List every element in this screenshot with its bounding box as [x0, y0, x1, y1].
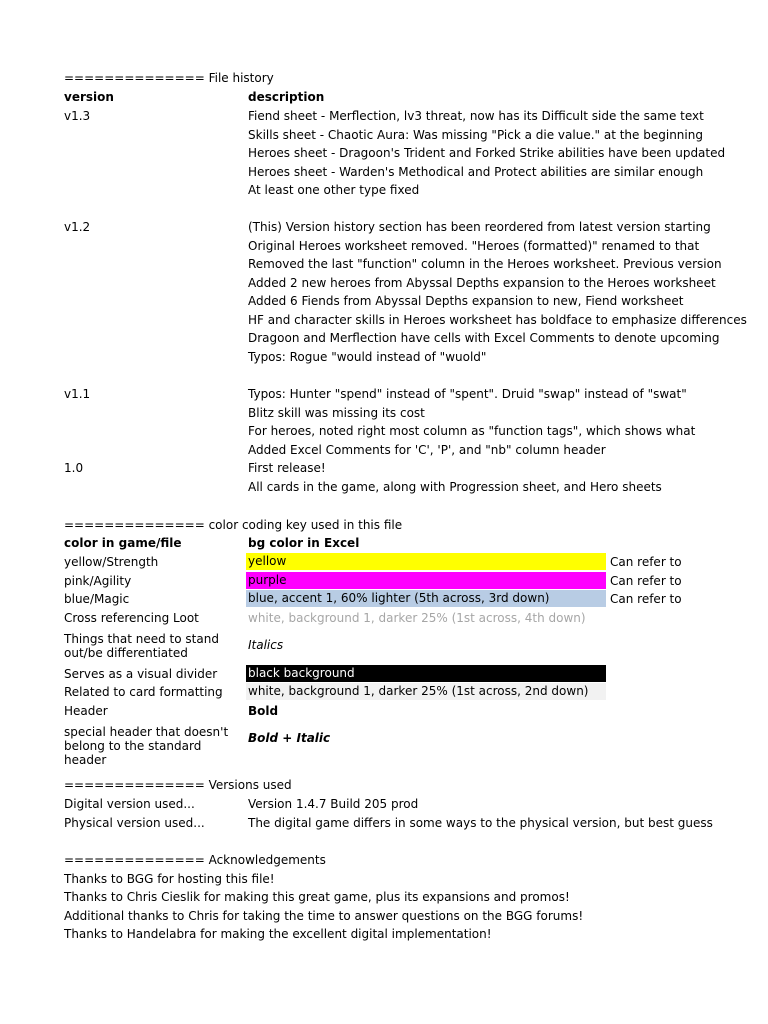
color-key-name: Serves as a visual divider	[64, 667, 218, 681]
history-line: Blitz skill was missing its cost	[248, 406, 425, 420]
swatch-label: blue, accent 1, 60% lighter (5th across, 3rd down)	[248, 591, 550, 605]
swatch-label: yellow	[248, 554, 287, 568]
history-line: (This) Version history section has been reordered from latest version starting	[248, 220, 711, 234]
color-key-name: special header that doesn't belong to the standard header	[64, 725, 229, 767]
color-swatch-yellow	[246, 553, 606, 570]
acknowledgements-heading: ============== Acknowledgements	[64, 853, 326, 867]
history-line: Added Excel Comments for 'C', 'P', and "nb" column header	[248, 443, 606, 457]
version-used-label: Digital version used...	[64, 797, 195, 811]
color-key-name: Cross referencing Loot	[64, 611, 199, 625]
history-line: First release!	[248, 461, 326, 475]
color-key-note: Can refer to	[610, 592, 682, 606]
color-key-name: blue/Magic	[64, 592, 130, 606]
swatch-label: black background	[248, 666, 355, 680]
acknowledgement-line: Thanks to Handelabra for making the excellent digital implementation!	[64, 927, 492, 941]
swatch-label-grey-text: white, background 1, darker 25% (1st across, 4th down)	[248, 611, 586, 625]
swatch-label: purple	[248, 573, 287, 587]
color-key-note: Can refer to	[610, 574, 682, 588]
swatch-label: white, background 1, darker 25% (1st across, 2nd down)	[248, 684, 589, 698]
history-line: Dragoon and Merflection have cells with Excel Comments to denote upcoming	[248, 331, 720, 345]
history-line: Skills sheet - Chaotic Aura: Was missing "Pick a die value." at the beginning	[248, 128, 703, 142]
color-key-name: Related to card formatting	[64, 685, 223, 699]
bold-example: Bold	[248, 704, 279, 718]
acknowledgement-line: Thanks to BGG for hosting this file!	[64, 872, 275, 886]
color-swatch-light-grey	[246, 683, 606, 700]
history-line: All cards in the game, along with Progression sheet, and Hero sheets	[248, 480, 662, 494]
version-label: 1.0	[64, 461, 84, 475]
history-line: HF and character skills in Heroes worksheet has boldface to emphasize differences	[248, 313, 747, 327]
color-key-name: Things that need to stand out/be differentiated	[64, 632, 219, 660]
history-line: Typos: Rogue "would instead of "wuold"	[248, 350, 487, 364]
history-line: Fiend sheet - Merflection, lv3 threat, now has its Difficult side the same text	[248, 109, 704, 123]
version-label: v1.2	[64, 220, 91, 234]
history-line: Added 2 new heroes from Abyssal Depths expansion to the Heroes worksheet	[248, 276, 716, 290]
version-used-value: The digital game differs in some ways to the physical version, but best guess	[248, 816, 713, 830]
versions-used-heading: ============== Versions used	[64, 778, 292, 792]
file-history-heading: ============== File history	[64, 71, 274, 85]
bg-color-column-header: bg color in Excel	[248, 536, 360, 550]
color-swatch-purple	[246, 572, 606, 589]
acknowledgement-line: Additional thanks to Chris for taking the time to answer questions on the BGG forums!	[64, 909, 584, 923]
color-key-note: Can refer to	[610, 555, 682, 569]
version-used-value: Version 1.4.7 Build 205 prod	[248, 797, 419, 811]
history-line: At least one other type fixed	[248, 183, 420, 197]
history-line: Removed the last "function" column in the Heroes worksheet. Previous version	[248, 257, 722, 271]
italics-example: Italics	[248, 638, 284, 652]
version-column-header: version	[64, 90, 114, 104]
color-column-header: color in game/file	[64, 536, 182, 550]
history-line: Added 6 Fiends from Abyssal Depths expansion to new, Fiend worksheet	[248, 294, 684, 308]
version-label: v1.1	[64, 387, 91, 401]
color-key-heading: ============== color coding key used in this file	[64, 518, 403, 532]
color-swatch-blue	[246, 590, 606, 607]
acknowledgement-line: Thanks to Chris Cieslik for making this great game, plus its expansions and promos!	[64, 890, 570, 904]
color-swatch-black	[246, 665, 606, 682]
description-column-header: description	[248, 90, 325, 104]
history-line: Original Heroes worksheet removed. "Heroes (formatted)" renamed to that	[248, 239, 700, 253]
color-key-name: pink/Agility	[64, 574, 132, 588]
history-line: Heroes sheet - Warden's Methodical and Protect abilities are similar enough	[248, 165, 704, 179]
version-used-label: Physical version used...	[64, 816, 205, 830]
history-line: For heroes, noted right most column as "function tags", which shows what	[248, 424, 696, 438]
bold-italic-example: Bold + Italic	[248, 731, 331, 745]
history-line: Typos: Hunter "spend" instead of "spent". Druid "swap" instead of "swat"	[248, 387, 687, 401]
color-key-name: Header	[64, 704, 108, 718]
color-key-name: yellow/Strength	[64, 555, 159, 569]
history-line: Heroes sheet - Dragoon's Trident and Forked Strike abilities have been updated	[248, 146, 726, 160]
version-label: v1.3	[64, 109, 91, 123]
